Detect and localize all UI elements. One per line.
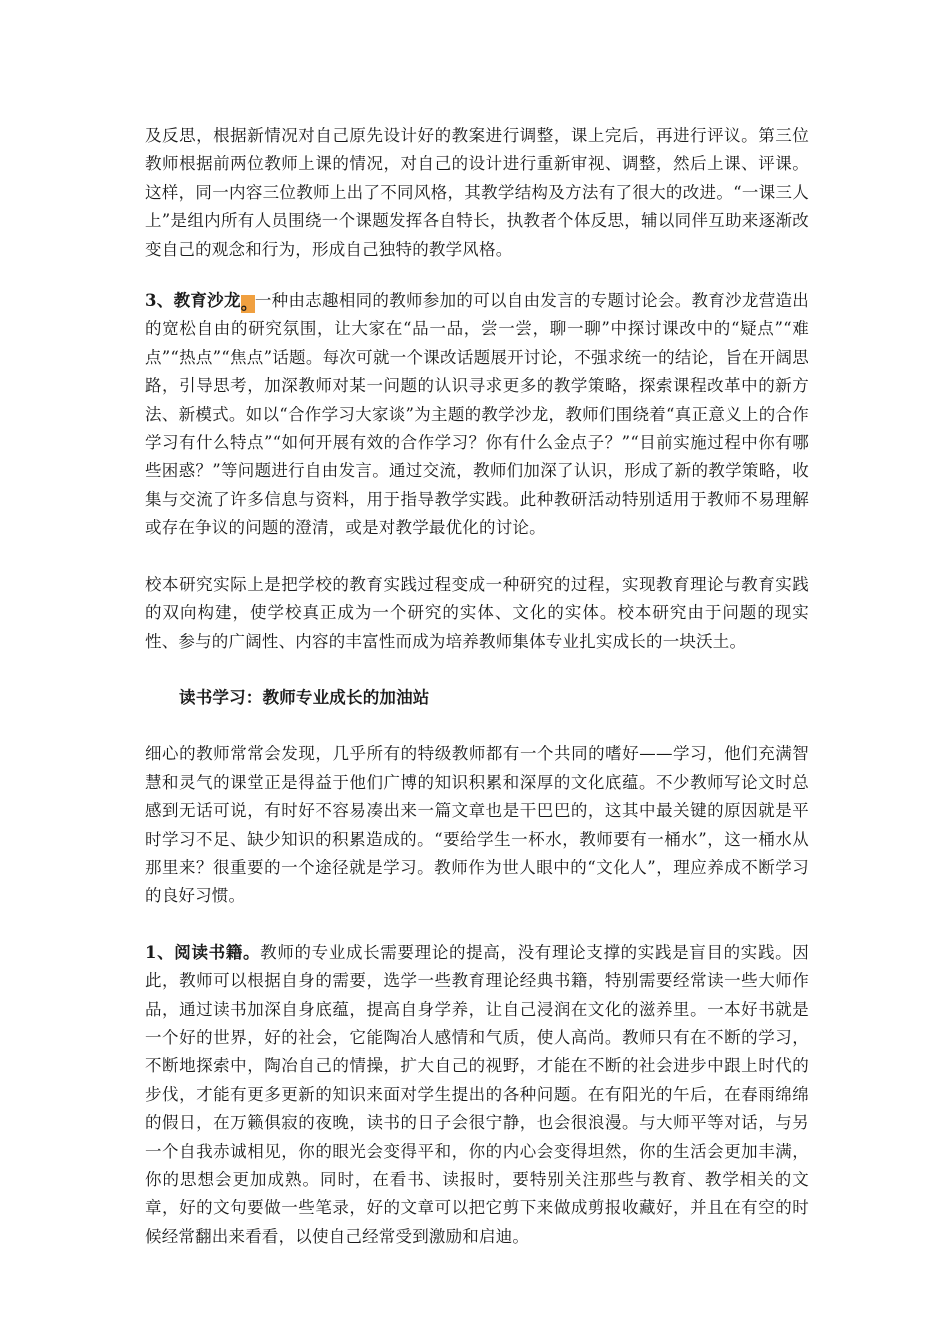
document-page [145, 122, 809, 1279]
highlighted-punctuation-mark: 。 [240, 294, 258, 314]
paragraph-one-lesson-three-teachers [145, 122, 809, 264]
paragraph-lead-heading: 1、阅读书籍。 [145, 942, 261, 962]
paragraph-text: 教师的专业成长需要理论的提高，没有理论支撑的实践是盲目的实践。因此，教师可以根据自身的需要，选学一些教育理论经典书籍，特别需要经常读一些大师作品，通过读书加深自身底蕴，提高自身学养，让自己浸润在文化的滋养里。一本好书就是一个好的世界，好的社会，它能陶冶人感情和气质，使人高尚。教师只有在不断的学习，不断地探索中，陶冶自己的情操，扩大自己的视野，才能在不断的社会进步中跟上时代的步伐，才能有更多更新的知识来面对学生提出的各种问题。在有阳光的午后，在春雨绵绵的假日，在万籁俱寂的夜晚，读书的日子会很宁静，也会很浪漫。与大师平等对话，与另一个自我赤诚相见，你的眼光会变得平和，你的内心会变得坦然，你的生活会更加丰满，你的思想会更加成熟。同时，在看书、读报时，要特别关注那些与教育、教学相关的文章，好的文句要做一些笔录，好的文章可以把它剪下来做成剪报收藏好，并且在有空的时候经常翻出来看看，以使自己经常受到激励和启迪。 [145, 942, 809, 1246]
paragraph-text: 一种由志趣相同的教师参加的可以自由发言的专题讨论会。教育沙龙营造出的宽松自由的研究氛围，让大家在“品一品，尝一尝，聊一聊”中探讨课改中的“疑点”“难点”“热点”“焦点”话题。每次可就一个课改话题展开讨论，不强求统一的结论，旨在开阔思路，引导思考，加深教师对某一问题的认识寻求更多的教学策略，探索课程改革中的新方法、新模式。如以“合作学习大家谈”为主题的教学沙龙，教师们围绕着“真正意义上的合作学习有什么特点”“如何开展有效的合作学习？你有什么金点子？”“目前实施过程中你有哪些困惑？”等问题进行自由发言。通过交流，教师们加深了认识，形成了新的教学策略，收集与交流了许多信息与资料，用于指导教学实践。此种教研活动特别适用于教师不易理解或存在争议的问题的澄清，或是对教学最优化的讨论。 [145, 291, 809, 538]
paragraph-education-salon [145, 287, 809, 543]
paragraph-reading-books [145, 939, 809, 1251]
paragraph-teachers-learning [145, 740, 809, 910]
paragraph-text: 及反思，根据新情况对自己原先设计好的教案进行调整，课上完后，再进行评议。第三位教师根据前两位教师上课的情况，对自己的设计进行重新审视、调整，然后上课、评课。这样，同一内容三位教师上出了不同风格，其教学结构及方法有了很大的改进。“一课三人上”是组内所有人员围绕一个课题发挥各自特长，执教者个体反思，辅以同伴互助来逐渐改变自己的观念和行为，形成自己独特的教学风格。 [145, 126, 809, 259]
paragraph-lead-heading: 3、教育沙龙 [145, 291, 241, 311]
paragraph-text: 细心的教师常常会发现，几乎所有的特级教师都有一个共同的嗜好——学习，他们充满智慧和灵气的课堂正是得益于他们广博的知识积累和深厚的文化底蕴。不少教师写论文时总感到无话可说，有时好不容易凑出来一篇文章也是干巴巴的，这其中最关键的原因就是平时学习不足、缺少知识的积累造成的。“要给学生一杯水，教师要有一桶水”，这一桶水从那里来？很重要的一个途径就是学习。教师作为世人眼中的“文化人”，理应养成不断学习的良好习惯。 [145, 744, 809, 906]
paragraph-text: 校本研究实际上是把学校的教育实践过程变成一种研究的过程，实现教育理论与教育实践的双向构建，使学校真正成为一个研究的实体、文化的实体。校本研究由于问题的现实性、参与的广阔性、内容的丰富性而成为培养教师集体专业扎实成长的一块沃土。 [145, 574, 809, 651]
section-heading-text: 读书学习：教师专业成长的加油站 [179, 687, 430, 707]
section-heading-reading-study [145, 684, 809, 712]
paragraph-school-based-research [145, 571, 809, 656]
